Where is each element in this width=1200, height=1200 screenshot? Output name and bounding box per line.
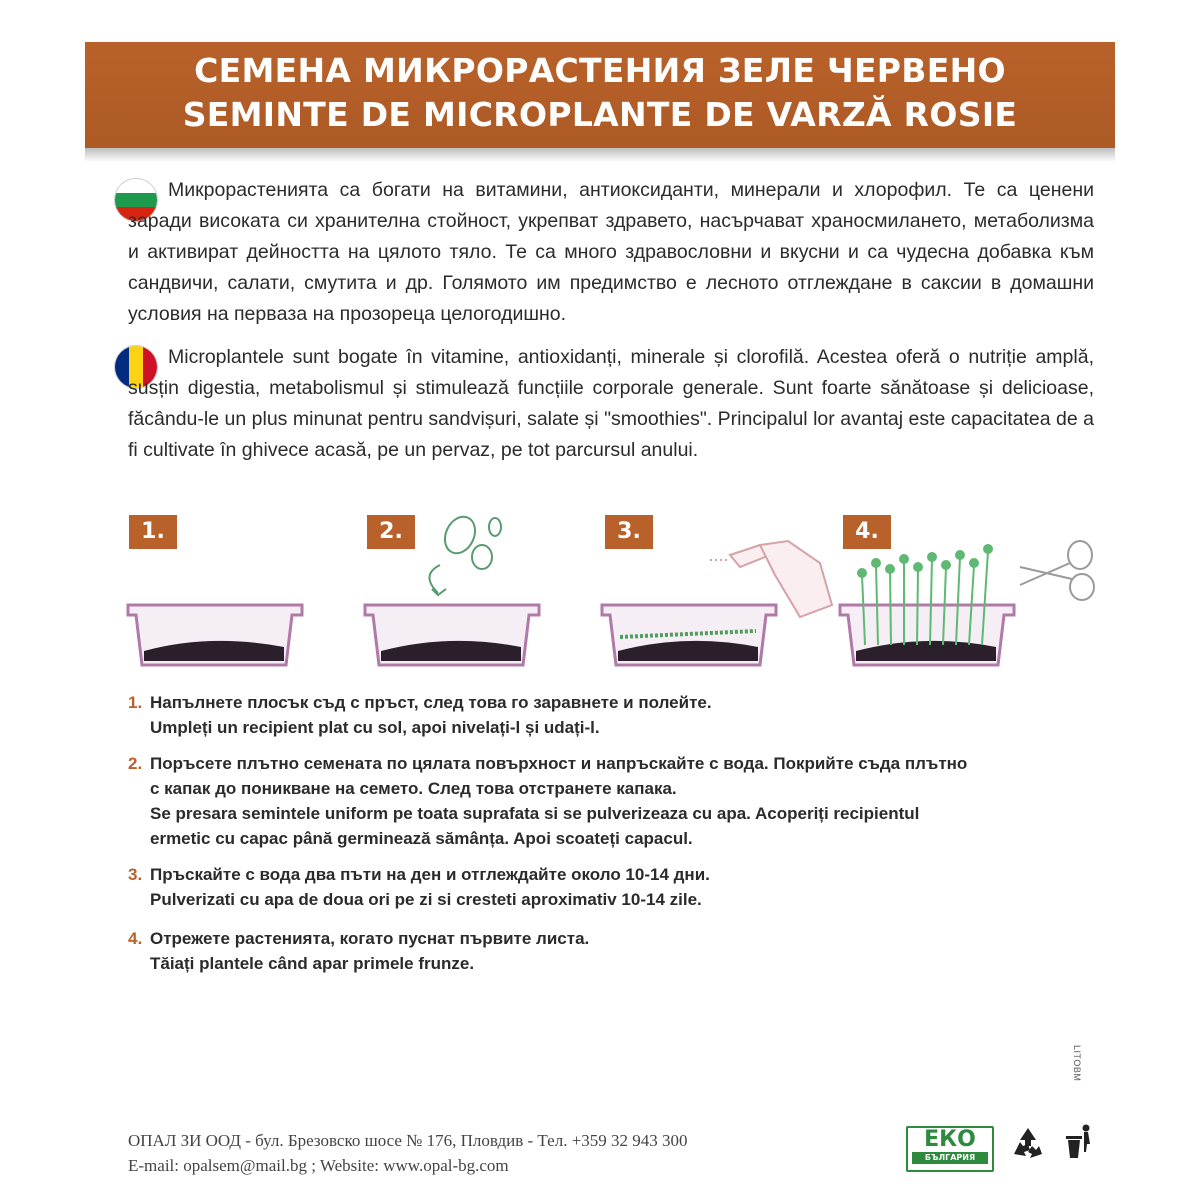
- trash-bin-icon: [1062, 1122, 1096, 1166]
- seeds-icon: [429, 512, 501, 595]
- banner-shadow: [85, 148, 1115, 162]
- instruction-4: [128, 926, 589, 976]
- instruction-4-line: Отрежете растенията, когато пуснат първите листа.: [150, 929, 590, 948]
- print-code: LITOBM: [1072, 1045, 1082, 1082]
- eko-logo-subtext: БЪЛГАРИЯ: [912, 1152, 988, 1164]
- step-illustrations: [120, 505, 1110, 685]
- step-label-1: 1.: [129, 515, 177, 549]
- intro-romanian-text: Microplantele sunt bogate în vitamine, antioxidanți, minerale și clorofilă. Acestea oferă o nutriție amplă, susțin digestia, metabolismul și stimulează funcțiile corporale generale. Sunt foarte sănătoase și delicioase, făcându-le un plus minunat pentru sandvișuri, salate și "smoothies". Principalul lor avantaj este capacitatea de a fi cultivate în ghivece acasă, pe un pervaz, pe tot parcursul anului.: [128, 346, 1094, 461]
- instruction-1: [128, 690, 712, 740]
- intro-romanian: [128, 342, 1094, 466]
- title-banner: [85, 42, 1115, 148]
- instruction-3-line: Пръскайте с вода два пъти на ден и отглеждайте около 10-14 дни.: [150, 865, 710, 884]
- footer-contact: [128, 1128, 688, 1178]
- instruction-3: [128, 862, 710, 912]
- instruction-4-line: Tăiați plantele când apar primele frunze.: [150, 954, 475, 973]
- title-bulgarian: СЕМЕНА МИКРОРАСТЕНИЯ ЗЕЛЕ ЧЕРВЕНО: [194, 51, 1006, 90]
- tray-4-icon: [840, 605, 1014, 665]
- footer-address: ОПАЛ ЗИ ООД - бул. Брезовско шосе № 176, Пловдив - Тел. +359 32 943 300: [128, 1131, 688, 1150]
- instruction-2-line: Se presara semintele uniform pe toata suprafata si se pulverizeaza cu apa. Acoperiți recipientul: [150, 804, 920, 823]
- instruction-1-line: Umpleți un recipient plat cu sol, apoi nivelați-l și udați-l.: [150, 718, 600, 737]
- instruction-1-number: 1.: [128, 693, 143, 712]
- tray-2-icon: [365, 605, 539, 665]
- recycle-icon: [1008, 1124, 1048, 1168]
- step-label-3: 3.: [605, 515, 653, 549]
- instruction-2: [128, 751, 967, 851]
- tray-1-icon: [128, 605, 302, 665]
- eko-bulgaria-logo: [906, 1126, 994, 1172]
- footer-email-website: E-mail: opalsem@mail.bg ; Website: www.opal-bg.com: [128, 1156, 509, 1175]
- intro-bulgarian-text: Микрорастенията са богати на витамини, антиоксиданти, минерали и хлорофил. Те са ценени заради високата си хранителна стойност, укрепват здравето, насърчават храносмилането, метаболизма и активират дейността на цялото тяло. Те са много здравословни и вкусни и са чудесна добавка към сандвичи, салати, смутита и др. Голямото им предимство е лесното отглеждане в саксии в домашни условия на первaза на прозореца целогодишно.: [128, 179, 1094, 325]
- instruction-2-line: Поръсете плътно семената по цялата повърхност и напръскайте с вода. Покрийте съда плътно: [150, 754, 968, 773]
- tray-3-icon: [602, 605, 776, 665]
- scissors-icon: [1020, 541, 1094, 600]
- instruction-4-number: 4.: [128, 929, 143, 948]
- title-romanian: SEMINTE DE MICROPLANTE DE VARZĂ ROSIE: [182, 95, 1018, 134]
- instruction-2-line: с капак до поникване на семето. След това отстранете капака.: [150, 779, 677, 798]
- instruction-2-line: ermetic cu capac până germinează sămânța. Apoi scoateți capacul.: [150, 829, 693, 848]
- instruction-2-number: 2.: [128, 754, 143, 773]
- step-drawings: [120, 505, 1110, 685]
- step-label-4: 4.: [843, 515, 891, 549]
- instruction-1-line: Напълнете плосък съд с пръст, след това го заравнете и полейте.: [150, 693, 712, 712]
- eko-logo-text: ЕКО: [924, 1127, 976, 1152]
- instruction-3-line: Pulverizati cu apa de doua ori pe zi si cresteti aproximativ 10-14 zile.: [150, 890, 702, 909]
- instruction-3-number: 3.: [128, 865, 143, 884]
- intro-bulgarian: [128, 175, 1094, 330]
- step-label-2: 2.: [367, 515, 415, 549]
